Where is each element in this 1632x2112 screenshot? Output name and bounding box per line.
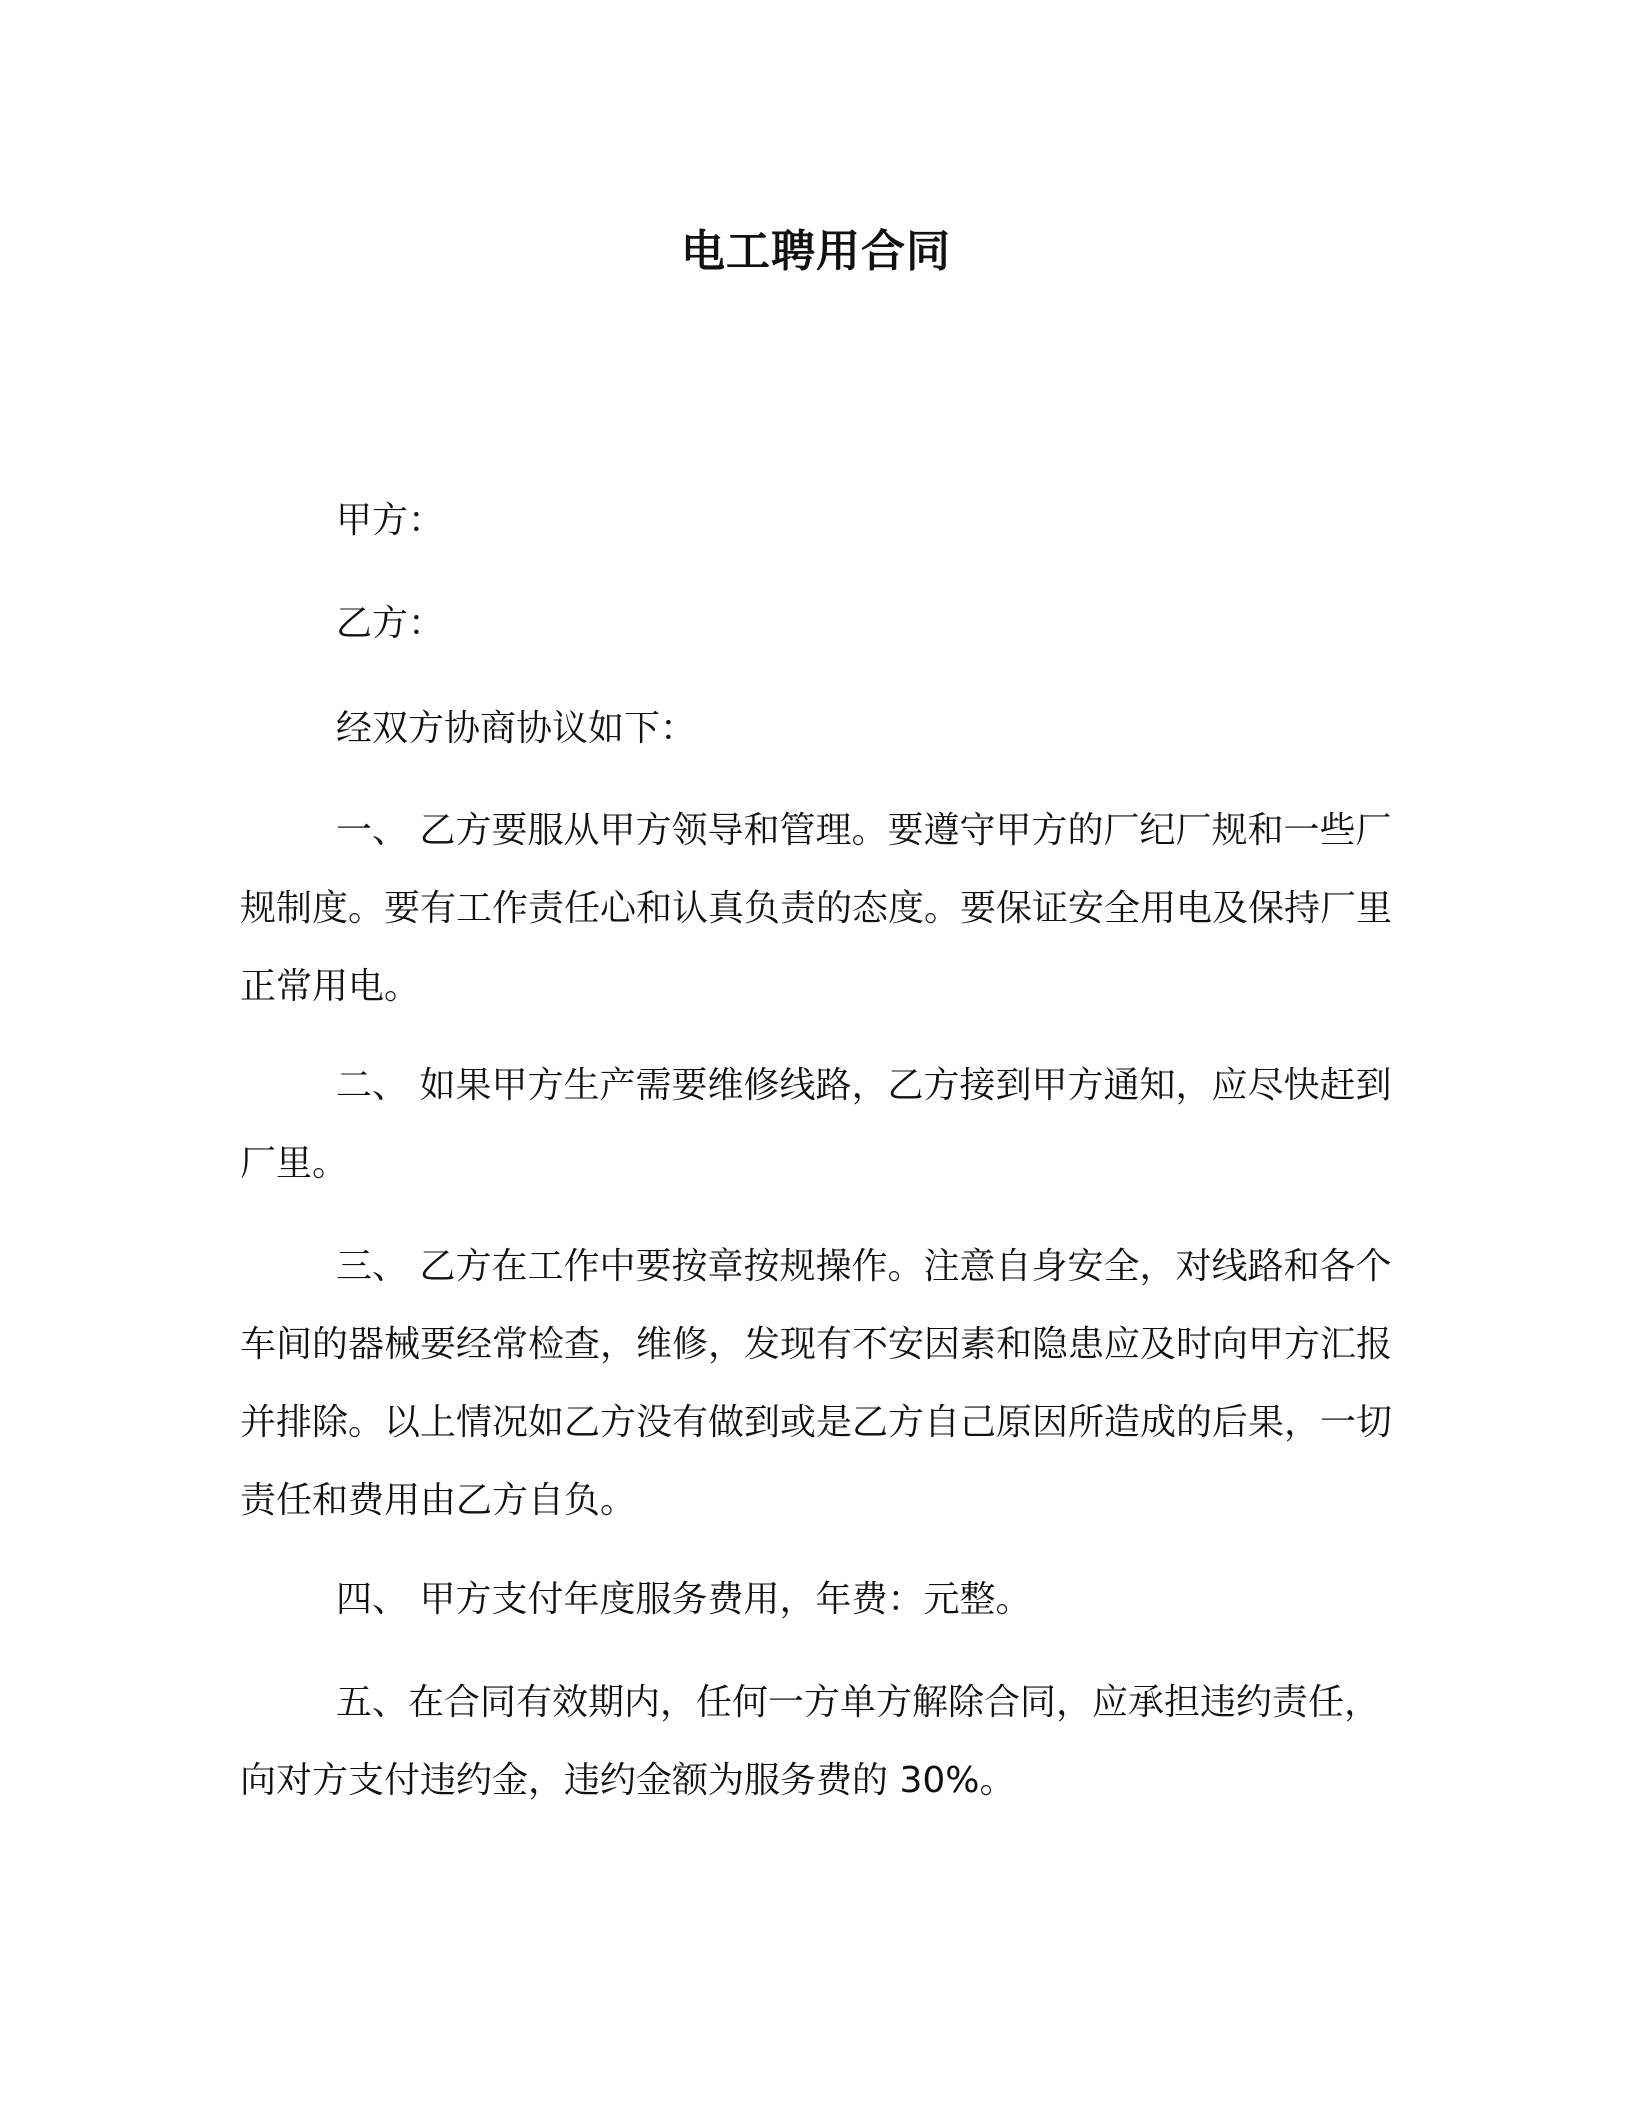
clause-4: 四、 甲方支付年度服务费用，年费：元整。: [336, 1579, 1032, 1620]
clause-3: 三、 乙方在工作中要按章按规操作。注意自身安全，对线路和各个车间的器械要经常检查，维修，发现有不安因素和隐患应及时向甲方汇报并排除。以上情况如乙方没有做到或是乙方自己原因所造成的后果，一切责任和费用由乙方自负。: [240, 1246, 1393, 1521]
clause-2: 二、 如果甲方生产需要维修线路，乙方接到甲方通知，应尽快赶到厂里。: [240, 1065, 1392, 1184]
party-a-line: 甲方：: [336, 500, 445, 541]
clause-5: 五、在合同有效期内，任何一方单方解除合同，应承担违约责任，向对方支付违约金，违约金额为服务费的 30%。: [240, 1682, 1381, 1801]
party-b-line: 乙方：: [336, 603, 445, 644]
intro-line: 经双方协商协议如下：: [336, 708, 697, 749]
clause-1: 一、 乙方要服从甲方领导和管理。要遵守甲方的厂纪厂规和一些厂规制度。要有工作责任心和认真负责的态度。要保证安全用电及保持厂里正常用电。: [240, 810, 1393, 1007]
document-title: 电工聘用合同: [681, 226, 951, 277]
